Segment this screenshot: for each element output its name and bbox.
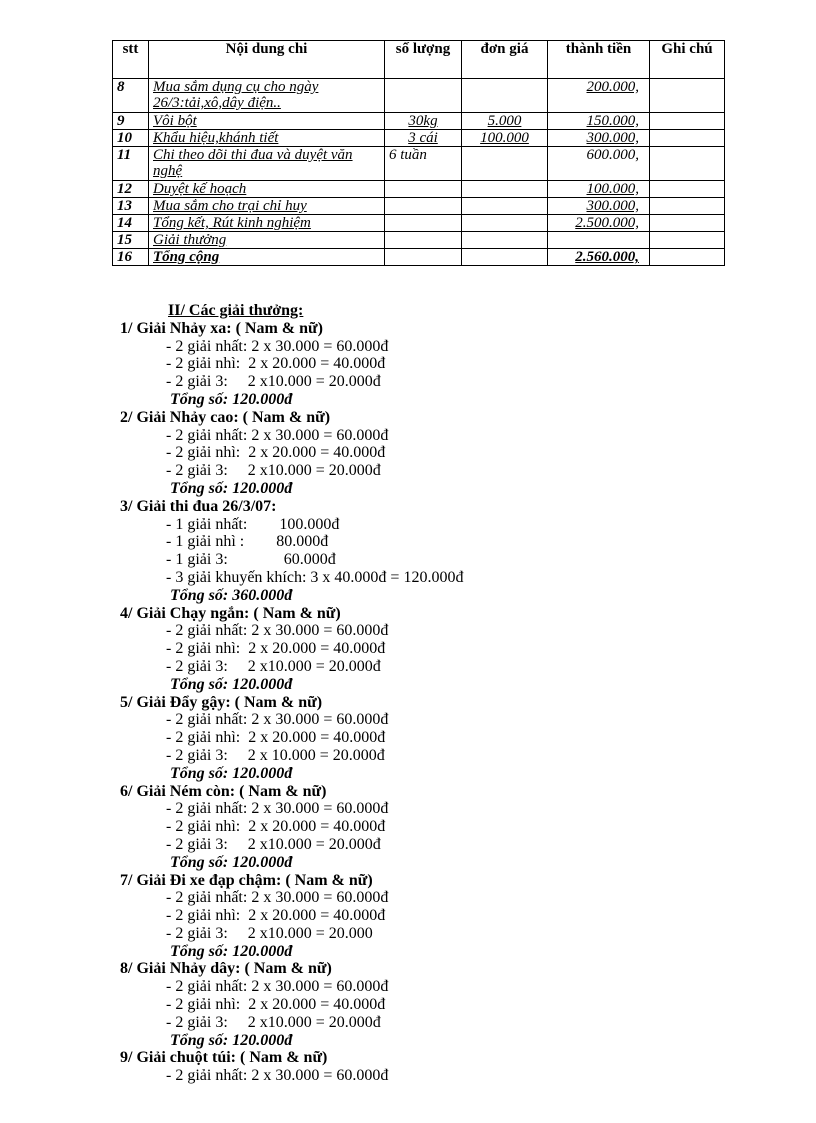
award-item: - 2 giải 3: 2 x 10.000 = 20.000đ bbox=[166, 746, 385, 764]
table-row bbox=[113, 147, 725, 181]
award-group-title: 3/ Giải thi đua 26/3/07: bbox=[120, 497, 277, 515]
awards-section bbox=[120, 302, 720, 1085]
award-item: - 2 giải nhất: 2 x 30.000 = 60.000đ bbox=[166, 426, 389, 444]
cell-unit-price bbox=[462, 198, 548, 215]
award-item: - 2 giải nhất: 2 x 30.000 = 60.000đ bbox=[166, 711, 389, 729]
cell-amount: 150.000, bbox=[548, 113, 650, 130]
cell-stt: 13 bbox=[113, 198, 149, 215]
award-group bbox=[120, 498, 720, 605]
award-group bbox=[120, 960, 720, 1049]
table-row bbox=[113, 198, 725, 215]
cell-quantity bbox=[385, 198, 462, 215]
award-group bbox=[120, 409, 720, 498]
award-item: - 2 giải nhất: 2 x 30.000 = 60.000đ bbox=[166, 800, 389, 818]
cell-stt: 14 bbox=[113, 215, 149, 232]
award-total: Tổng số: 120.000đ bbox=[170, 764, 293, 782]
table-total-row bbox=[113, 249, 725, 266]
cell-note bbox=[650, 113, 725, 130]
cell-stt: 8 bbox=[113, 79, 149, 113]
award-item: - 2 giải nhất: 2 x 30.000 = 60.000đ bbox=[166, 1067, 389, 1085]
table-row bbox=[113, 130, 725, 147]
cell-content: Vôi bột bbox=[149, 113, 385, 130]
award-group bbox=[120, 783, 720, 872]
cell-amount: 2.560.000, bbox=[548, 249, 650, 266]
award-item: - 2 giải nhì: 2 x 20.000 = 40.000đ bbox=[166, 907, 386, 925]
cell-amount: 300.000, bbox=[548, 198, 650, 215]
cell-quantity bbox=[385, 249, 462, 266]
award-item: - 2 giải nhất: 2 x 30.000 = 60.000đ bbox=[166, 622, 389, 640]
table-header-row bbox=[113, 41, 725, 79]
award-group bbox=[120, 320, 720, 409]
cell-unit-price bbox=[462, 249, 548, 266]
cell-amount bbox=[548, 232, 650, 249]
cell-unit-price: 5.000 bbox=[462, 113, 548, 130]
award-item: - 2 giải 3: 2 x10.000 = 20.000đ bbox=[166, 462, 381, 480]
award-item: - 2 giải nhì: 2 x 20.000 = 40.000đ bbox=[166, 444, 386, 462]
award-item: - 2 giải nhất: 2 x 30.000 = 60.000đ bbox=[166, 337, 389, 355]
award-item: - 1 giải 3: 60.000đ bbox=[166, 551, 336, 569]
table-row bbox=[113, 232, 725, 249]
budget-table bbox=[112, 40, 725, 266]
award-item: - 2 giải 3: 2 x10.000 = 20.000đ bbox=[166, 1013, 381, 1031]
award-item: - 2 giải nhì: 2 x 20.000 = 40.000đ bbox=[166, 996, 386, 1014]
table-row bbox=[113, 113, 725, 130]
award-group-title: 1/ Giải Nhảy xa: ( Nam & nữ) bbox=[120, 319, 323, 337]
award-group bbox=[120, 605, 720, 694]
cell-note bbox=[650, 181, 725, 198]
cell-content: Tổng kết, Rút kinh nghiệm bbox=[149, 215, 385, 232]
award-group-title: 5/ Giải Đẩy gậy: ( Nam & nữ) bbox=[120, 693, 323, 711]
cell-stt: 11 bbox=[113, 147, 149, 181]
cell-content: Khẩu hiệu,khánh tiết bbox=[149, 130, 385, 147]
table-row bbox=[113, 79, 725, 113]
award-total: Tổng số: 120.000đ bbox=[170, 390, 293, 408]
cell-amount: 200.000, bbox=[548, 79, 650, 113]
cell-content: Chi theo dõi thi đua và duyệt văn nghệ bbox=[149, 147, 385, 181]
award-total: Tổng số: 120.000đ bbox=[170, 479, 293, 497]
cell-amount: 100.000, bbox=[548, 181, 650, 198]
cell-content: Duyệt kế hoạch bbox=[149, 181, 385, 198]
award-group-title: 4/ Giải Chạy ngắn: ( Nam & nữ) bbox=[120, 604, 341, 622]
cell-note bbox=[650, 147, 725, 181]
award-item: - 1 giải nhất: 100.000đ bbox=[166, 515, 340, 533]
cell-amount: 2.500.000, bbox=[548, 215, 650, 232]
header-stt: stt bbox=[113, 41, 149, 79]
award-group-title: 9/ Giải chuột túi: ( Nam & nữ) bbox=[120, 1049, 328, 1067]
header-content: Nội dung chi bbox=[149, 41, 385, 79]
award-group-title: 7/ Giải Đi xe đạp chậm: ( Nam & nữ) bbox=[120, 871, 373, 889]
award-item: - 2 giải 3: 2 x10.000 = 20.000đ bbox=[166, 373, 381, 391]
cell-quantity bbox=[385, 232, 462, 249]
award-item: - 2 giải nhì: 2 x 20.000 = 40.000đ bbox=[166, 729, 386, 747]
cell-stt: 15 bbox=[113, 232, 149, 249]
cell-quantity bbox=[385, 79, 462, 113]
award-total: Tổng số: 120.000đ bbox=[170, 675, 293, 693]
cell-quantity bbox=[385, 215, 462, 232]
award-item: - 3 giải khuyến khích: 3 x 40.000đ = 120.000đ bbox=[166, 568, 464, 586]
award-item: - 2 giải nhì: 2 x 20.000 = 40.000đ bbox=[166, 818, 386, 836]
award-item: - 2 giải 3: 2 x10.000 = 20.000đ bbox=[166, 835, 381, 853]
cell-stt: 10 bbox=[113, 130, 149, 147]
award-total: Tổng số: 360.000đ bbox=[170, 586, 293, 604]
cell-quantity bbox=[385, 181, 462, 198]
cell-amount: 600.000, bbox=[548, 147, 650, 181]
header-note: Ghi chú bbox=[650, 41, 725, 79]
award-group-title: 2/ Giải Nhảy cao: ( Nam & nữ) bbox=[120, 408, 331, 426]
cell-unit-price bbox=[462, 181, 548, 198]
award-total: Tổng số: 120.000đ bbox=[170, 1031, 293, 1049]
award-group-title: 6/ Giải Ném còn: ( Nam & nữ) bbox=[120, 782, 327, 800]
award-group bbox=[120, 1049, 720, 1085]
award-total: Tổng số: 120.000đ bbox=[170, 942, 293, 960]
header-unit-price: đơn giá bbox=[462, 41, 548, 79]
section-title: II/ Các giải thưởng: bbox=[168, 302, 304, 319]
table-row bbox=[113, 215, 725, 232]
cell-note bbox=[650, 198, 725, 215]
cell-note bbox=[650, 215, 725, 232]
award-item: - 1 giải nhì : 80.000đ bbox=[166, 533, 329, 551]
cell-quantity: 30kg bbox=[385, 113, 462, 130]
cell-unit-price bbox=[462, 79, 548, 113]
cell-unit-price bbox=[462, 215, 548, 232]
cell-stt: 16 bbox=[113, 249, 149, 266]
cell-note bbox=[650, 79, 725, 113]
cell-content: Mua sắm dụng cụ cho ngày 26/3:tải,xô,dây điện.. bbox=[149, 79, 385, 113]
cell-stt: 12 bbox=[113, 181, 149, 198]
cell-content: Mua sắm cho trại chỉ huy bbox=[149, 198, 385, 215]
award-item: - 2 giải nhất: 2 x 30.000 = 60.000đ bbox=[166, 889, 389, 907]
award-item: - 2 giải nhì: 2 x 20.000 = 40.000đ bbox=[166, 355, 386, 373]
cell-content: Giải thưởng bbox=[149, 232, 385, 249]
cell-note bbox=[650, 249, 725, 266]
cell-stt: 9 bbox=[113, 113, 149, 130]
award-item: - 2 giải 3: 2 x10.000 = 20.000 bbox=[166, 924, 373, 942]
header-quantity: số lượng bbox=[385, 41, 462, 79]
cell-quantity: 3 cái bbox=[385, 130, 462, 147]
award-item: - 2 giải nhất: 2 x 30.000 = 60.000đ bbox=[166, 978, 389, 996]
award-group-title: 8/ Giải Nhảy dây: ( Nam & nữ) bbox=[120, 960, 332, 978]
cell-unit-price: 100.000 bbox=[462, 130, 548, 147]
cell-unit-price bbox=[462, 147, 548, 181]
table-row bbox=[113, 181, 725, 198]
cell-note bbox=[650, 130, 725, 147]
award-item: - 2 giải 3: 2 x10.000 = 20.000đ bbox=[166, 657, 381, 675]
cell-note bbox=[650, 232, 725, 249]
cell-quantity: 6 tuần bbox=[385, 147, 462, 181]
header-amount: thành tiền bbox=[548, 41, 650, 79]
award-total: Tổng số: 120.000đ bbox=[170, 853, 293, 871]
cell-content: Tổng cộng bbox=[149, 249, 385, 266]
award-item: - 2 giải nhì: 2 x 20.000 = 40.000đ bbox=[166, 640, 386, 658]
cell-unit-price bbox=[462, 232, 548, 249]
cell-amount: 300.000, bbox=[548, 130, 650, 147]
award-group bbox=[120, 694, 720, 783]
award-group bbox=[120, 872, 720, 961]
